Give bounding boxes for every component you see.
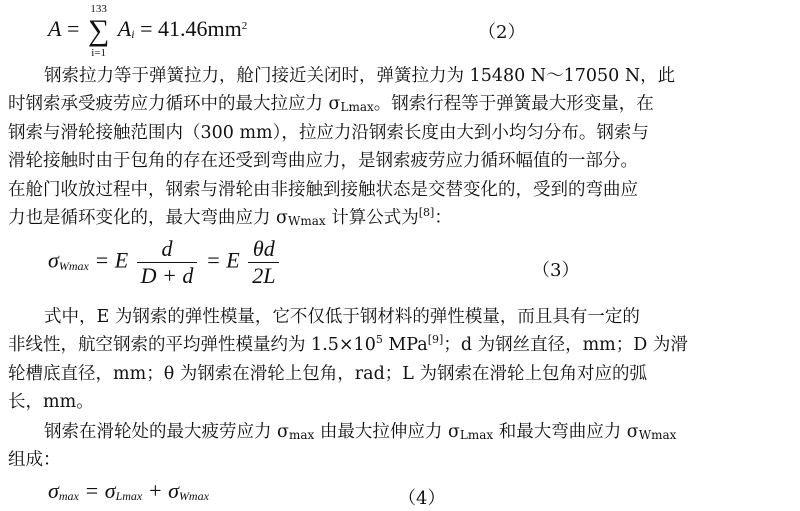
equation-4 xyxy=(48,478,209,504)
para1-line5: 在舱门收放过程中，钢索与滑轮由非接触到接触状态是交替变化的，受到的弯曲应 xyxy=(8,180,638,200)
eq3-f2-denominator: 2L xyxy=(252,263,276,288)
eq2-term: A xyxy=(117,16,132,42)
para1-line6-b: 计算公式为 xyxy=(325,208,419,228)
para2-line3: 轮槽底直径，mm；θ 为钢索在滑轮上包角，rad；L 为钢索在滑轮上包角对应的弧 xyxy=(8,364,647,384)
eq4-eq: = σ xyxy=(78,478,116,503)
para2-line2-b: MPa xyxy=(382,335,428,355)
para1-line2-b: 。钢索行程等于弹簧最大形变量，在 xyxy=(373,94,654,114)
eq2-sigma: ∑ xyxy=(87,14,110,47)
equation-2 xyxy=(48,2,247,60)
para2-line2-sup: 5 xyxy=(375,333,383,346)
eq3-eq1: = E xyxy=(94,247,129,273)
eq3-eq2: = E xyxy=(205,247,240,273)
para2-line2-c: ；d 为钢丝直径，mm；D 为滑 xyxy=(443,335,688,355)
eq2-rhs-sup: 2 xyxy=(241,20,248,33)
para1-line6 xyxy=(8,206,792,232)
eq4-sigma-w-sub: Wmax xyxy=(178,489,209,503)
eq4-sigma-l-sub: Lmax xyxy=(115,489,143,503)
para3-line1-b: 由最大拉伸应力 σ xyxy=(314,422,460,442)
eq2-equals: = xyxy=(66,16,80,42)
eq2-lower-limit: i=1 xyxy=(91,47,106,59)
eq3-lhs: σ xyxy=(48,247,59,273)
para3-line2: 组成： xyxy=(8,450,61,470)
para1-line1: 钢索拉力等于弹簧拉力，舱门接近关闭时，弹簧拉力为 15480 N～17050 N，此 xyxy=(44,66,676,86)
para1-line3: 钢索与滑轮接触范围内（300 mm），拉应力沿钢索长度由大到小均匀分布。钢索与 xyxy=(8,123,649,143)
para3-line1-a: 钢索在滑轮处的最大疲劳应力 σ xyxy=(44,422,290,442)
eq4-sigma-max: σ xyxy=(48,478,59,503)
para3-line1-sub1: max xyxy=(289,428,315,442)
eq4-sigma-max-sub: max xyxy=(58,489,79,503)
citation-9: [9] xyxy=(427,333,444,346)
eq4-plus: + σ xyxy=(142,478,179,503)
eq2-summation xyxy=(88,2,109,60)
eq3-fraction-2 xyxy=(248,236,279,289)
para3-line1-sub3: Wmax xyxy=(638,428,677,442)
equation-3 xyxy=(48,236,282,289)
para1-line6-c: ： xyxy=(434,208,452,228)
para1-line6-sub: Wmax xyxy=(288,214,326,228)
eq3-fraction-1 xyxy=(137,236,198,289)
eq3-lhs-sub: Wmax xyxy=(58,258,89,273)
para2-line2-a: 非线性，航空钢索的平均弹性模量约为 1.5×10 xyxy=(8,335,376,355)
equation-2-number: （2） xyxy=(478,22,526,43)
eq2-lhs: A xyxy=(48,16,62,42)
equation-4-number: （4） xyxy=(398,488,446,509)
eq3-f2-numerator: θd xyxy=(248,236,279,263)
para2-line4: 长，mm。 xyxy=(8,392,94,412)
para2-line1: 式中，E 为钢索的弹性模量，它不仅低于钢材料的弹性模量，而且具有一定的 xyxy=(44,307,640,327)
para2-line2 xyxy=(8,333,792,359)
equation-3-number: （3） xyxy=(532,260,580,281)
para3-line1-c: 和最大弯曲应力 σ xyxy=(493,422,639,442)
eq2-upper-limit: 133 xyxy=(90,3,107,15)
para1-line4: 滑轮接触时由于包角的存在还受到弯曲应力，是钢索疲劳应力循环幅值的一部分。 xyxy=(8,151,638,171)
para1-line2-a: 时钢索承受疲劳应力循环中的最大拉应力 σ xyxy=(8,94,341,114)
eq2-term-sub: i xyxy=(131,27,135,42)
eq3-f1-numerator: d xyxy=(137,236,198,263)
para3-line1-sub2: Lmax xyxy=(459,428,494,442)
para1-line2-sub: Lmax xyxy=(340,100,374,114)
eq2-rhs: = 41.46mm xyxy=(140,16,242,42)
para1-line2 xyxy=(8,92,792,117)
eq3-f1-denominator: D + d xyxy=(140,263,194,288)
para1-line6-a: 力也是循环变化的，最大弯曲应力 σ xyxy=(8,208,289,228)
citation-8: [8] xyxy=(418,206,435,219)
para3-line1 xyxy=(44,420,792,445)
